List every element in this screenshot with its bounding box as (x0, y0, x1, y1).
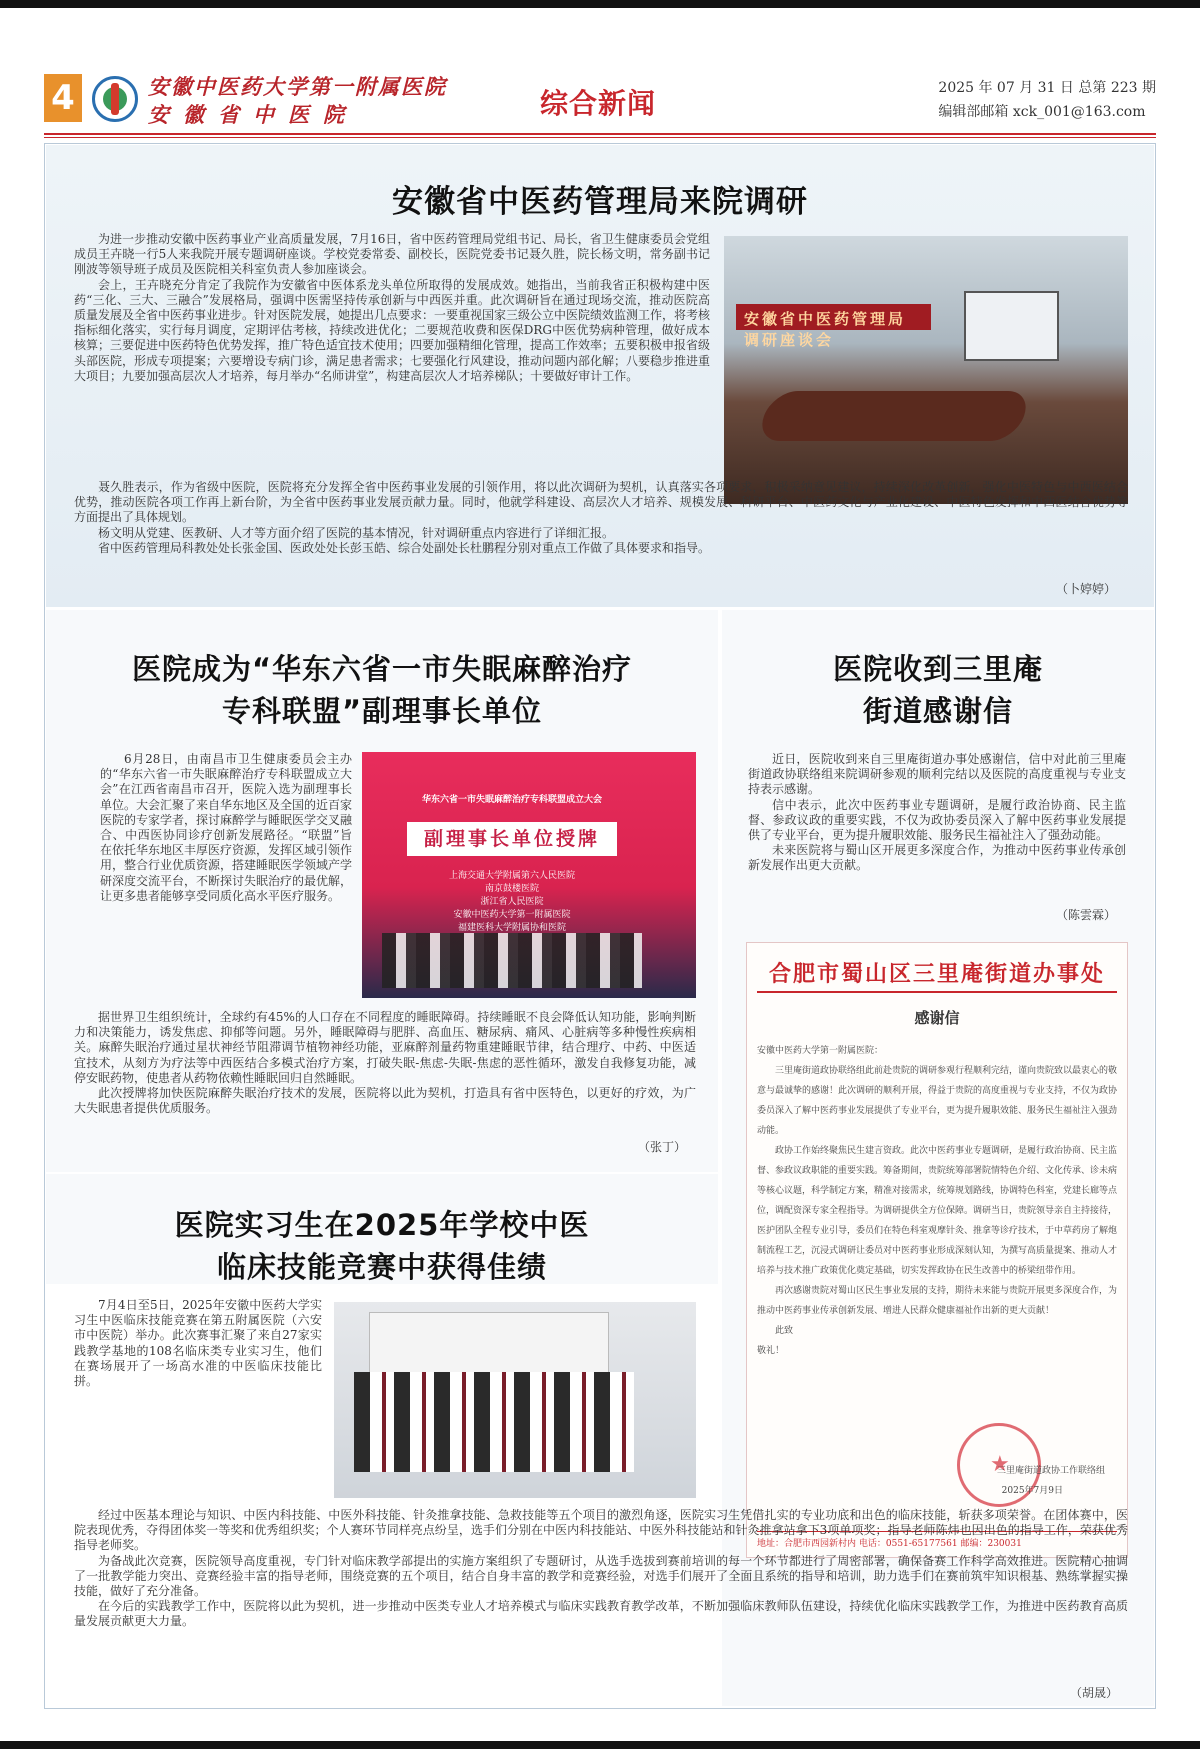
hospital-logo-icon (92, 76, 138, 122)
letter-body (757, 1041, 1117, 1361)
article-2-body (100, 752, 352, 904)
paragraph: 近日，医院收到来自三里庵街道办事处感谢信，信中对此前三里庵街道政协联络组来院调研参观的顺利完结以及医院的高度重视与专业支持表示感谢。 (748, 752, 1126, 797)
header-rule-thin (44, 137, 1156, 138)
award-item: 浙江省人民医院 (480, 897, 544, 907)
letter-paragraph: 政协工作始终聚焦民生建言资政。此次中医药事业专题调研，是履行政治协商、民主监督、参政议政职能的重要实践。筹备期间，贵院统筹部署院情特色介绍、文化传承、诊未病等核心议题，科学制定方案，精准对接需求，统筹规划路线，协调特色科室，党建长廊等点位，调配资深专家全程指导。为调研提供全方位保障。调研当日，贵院领导亲自主持接待，医护团队全程专业引导，委员们在特色科室观摩针灸、推拿等诊疗技术，于中草药房了解炮制流程工艺，沉浸式调研让委员对中医药事业形成深刻认知，为撰写高质量提案、推动人才培养与技术推广政策优化奠定基础，切实发挥政协在民生改善中的桥梁纽带作用。 (757, 1146, 1118, 1276)
letter-closing: 此致 (775, 1326, 794, 1336)
title-line: 医院实习生在2025年学校中医 (174, 1208, 590, 1242)
photo-caption: 华东六省一市失眠麻醉治疗专科联盟成立大会 (421, 795, 602, 805)
paragraph: 为进一步推动安徽中医药事业产业高质量发展，7月16日，省中医药管理局党组书记、局长，省卫生健康委员会党组成员王卉晓一行5人来我院开展专题调研座谈。学校党委常委、副校长，医院党委书记聂久胜，院长杨文明，常务副书记刚波等领导班子成员及医院相关科室负责人参加座谈会。 (74, 232, 710, 277)
masthead (44, 70, 1156, 132)
title-line: 专科联盟”副理事长单位 (221, 694, 543, 728)
letter-org-header: 合肥市蜀山区三里庵街道办事处 (768, 961, 1105, 987)
letter-footer: 地址：合肥市西园新村内 电话：0551-65177561 邮编：230031 (757, 1531, 1117, 1549)
header-rule (44, 133, 1156, 135)
title-line: 医院收到三里庵 (832, 652, 1043, 686)
paragraph: 会上，王卉晓充分肯定了我院作为安徽省中医体系龙头单位所取得的发展成效。她指出，当前我省正积极构建中医药“三化、三大、三融合”发展格局，强调中医需坚持传承创新与中西医并重。此次调研旨在通过现场交流，推动医院高质量发展及全省中医药事业进步。针对医院发展，她提出几点要求：一要重视国家三级公立中医院绩效监测工作，将考核指标细化落实，实行每月调度，定期评估考核，持续改进优化；二要规范收费和医保DRG中医优势病种管理，做好成本核算；三要促进中医药特色优势发挥，推广特色适宜技术使用；四要加强精细化管理，提高工作效率；五要积极申报省级头部医院，形成专项提案；六要增设专病门诊，满足患者需求；七要强化行风建设，推动问题内部化解；八要稳步推进重大项目；九要加强高层次人才培养，每月举办“名师讲堂”，构建高层次人才培养梯队；十要做好审计工作。 (74, 277, 711, 383)
article-4-photo (334, 1302, 696, 1498)
article-3-title (722, 648, 1154, 732)
title-line: 临床技能竞赛中获得佳绩 (216, 1250, 547, 1284)
award-item: 安徽中医药大学第一附属医院 (453, 910, 571, 920)
paragraph: 经过中医基本理论与知识、中医内科技能、中医外科技能、针灸推拿技能、急救技能等五个项目的激烈角逐，医院实习生凭借扎实的专业功底和出色的临床技能，斩获多项荣誉。在团体赛中，医院表现优秀，夺得团体奖一等奖和优秀组织奖；个人赛环节同样亮点纷呈，选手们分别在中医内科技能站、中医外科技能站和针灸推拿站拿下3项单项奖；指导老师陈炜也因出色的指导工作，荣获优秀指导老师奖。 (74, 1508, 1128, 1553)
article-1-title: 安徽省中医药管理局来院调研 (392, 184, 808, 220)
photo-screen (964, 291, 1059, 361)
letter-paragraph: 再次感谢贵院对蜀山区民生事业发展的支持，期待未来能与贵院开展更多深度合作，为推动中医药事业传承创新发展、增进人民群众健康福祉作出新的更大贡献！ (757, 1286, 1118, 1316)
article-2-body-wide (74, 1010, 696, 1116)
page-number: 4 (44, 74, 82, 122)
paragraph: 信中表示，此次中医药事业专题调研，是履行政治协商、民主监督、参政议政的重要实践，不仅为政协委员深入了解中医药事业发展提供了专业平台，更为提升履职效能、服务民生福祉注入了强劲动能。 (748, 797, 1126, 843)
article-1-byline: （卜婷婷） (1056, 582, 1117, 596)
paragraph: 杨文明从党建、医教研、人才等方面介绍了医院的基本情况，针对调研重点内容进行了详细汇报。 (98, 525, 615, 540)
title-line: 街道感谢信 (862, 694, 1013, 728)
top-border (0, 0, 1200, 8)
hospital-name-secondary: 安徽省中医院 (148, 102, 358, 127)
section-title: 综合新闻 (540, 87, 657, 120)
title-line: 医院成为“华东六省一市失眠麻醉治疗 (131, 652, 633, 686)
paragraph: 6月28日，由南昌市卫生健康委员会主办的“华东六省一市失眠麻醉治疗专科联盟成立大会”在江西省南昌市召开，医院入选为副理事长单位。大会汇聚了来自华东地区及全国的近百家医院的专家学者，探讨麻醉学与睡眠医学交叉融合、中西医协同诊疗创新发展路径。“联盟”旨在依托华东地区丰厚医疗资源，发挥区域引领作用，整合行业优质资源，搭建睡眠医学领域产学研深度交流平台，不断探讨失眠治疗的最优解，让更多患者能够享受同质化高水平医疗服务。 (100, 752, 353, 903)
article-4-byline: （胡晟） (1070, 1686, 1119, 1700)
article-2-title (56, 648, 708, 732)
award-item: 南京鼓楼医院 (484, 884, 539, 894)
issue-info (938, 76, 1156, 124)
paragraph: 聂久胜表示，作为省级中医院，医院将充分发挥全省中医药事业发展的引领作用，将以此次调研为契机，认真落实各项要求，积极采纳意见建议，持续深化改革创新，强化中医特色与中西医结合优势，推动医院各项工作再上新台阶，为全省中医药事业发展贡献力量。同时，他就学科建设、高层次人才培养、规模发展、科研平台、中医药文化与产业化建设、中医特色发挥和中西医结合优势等方面提出了具体规划。 (74, 480, 1128, 525)
paragraph: 据世界卫生组织统计，全球约有45%的人口存在不同程度的睡眠障碍。持续睡眠不良会降低认知功能，影响判断力和决策能力，诱发焦虑、抑郁等问题。另外，睡眠障碍与肥胖、高血压、糖尿病、痛风、心脏病等多种慢性疾病相关。麻醉失眠治疗通过星状神经节阻滞调节植物神经功能，亚麻醉剂量药物重建睡眠节律，结合理疗、中药、中医适宜技术，从刻方为疗法等中西医结合多模式治疗方案，打破失眠-焦虑-失眠-焦虑的恶性循环，激发自我修复功能，减停安眠药物，使患者从药物依赖性睡眠回归自然睡眠。 (74, 1010, 696, 1085)
paragraph: 为备战此次竞赛，医院领导高度重视，专门针对临床教学部提出的实施方案组织了专题研讨，从选手选拔到赛前培训的每一个环节都进行了周密部署，确保备赛工作科学高效推进。医院精心抽调了一批教学能力突出、竞赛经验丰富的指导老师，围绕竞赛的五个项目，结合自身丰富的教学和竞赛经验，对选手们展开了全面且系统的指导和培训，助力选手们在赛前筑牢知识根基、熟练掌握实操技能，做好了充分准备。 (74, 1553, 1128, 1599)
award-item: 福建医科大学附属协和医院 (457, 923, 566, 933)
letter-closing: 敬礼！ (757, 1346, 785, 1356)
photo-people (354, 1372, 634, 1472)
letter-date: 2025年7月9日 (1001, 1486, 1063, 1496)
photo-table (755, 391, 1033, 441)
paragraph: 在今后的实践教学工作中，医院将以此为契机，进一步推动中医类专业人才培养模式与临床实践教育教学改革，不断加强临床教师队伍建设，持续优化临床实践教学工作，为推进中医药教育高质量发展贡献更大力量。 (74, 1599, 1128, 1629)
thank-you-letter (746, 942, 1128, 1558)
letter-title: 感谢信 (914, 1009, 960, 1027)
article-4-title (56, 1204, 708, 1288)
article-4-body-wide (74, 1508, 1128, 1630)
bottom-border (0, 1741, 1200, 1749)
award-sign: 副理事长单位授牌 (407, 822, 617, 856)
article-1-body (74, 232, 710, 384)
paragraph: 此次授牌将加快医院麻醉失眠治疗技术的发展，医院将以此为契机，打造具有省中医特色，以更好的疗效，为广大失眠患者提供优质服务。 (74, 1086, 696, 1116)
paragraph: 7月4日至5日，2025年安徽中医药大学实习生中医临床技能竞赛在第五附属医院（六安市中医院）举办。此次赛事汇聚了来自27家实践教学基地的108名临床类专业实习生，他们在赛场展开了一场高水准的中医临床技能比拼。 (74, 1298, 322, 1389)
letter-rule (757, 991, 1117, 993)
article-2-byline: （张丁） (638, 1140, 687, 1154)
article-1-photo (724, 236, 1128, 504)
photo-banner: 安徽省中医药管理局调研座谈会 (736, 304, 931, 330)
paragraph: 省中医药管理局科教处处长张金国、医政处处长彭玉皓、综合处副处长杜鹏程分别对重点工作做了具体要求和指导。 (98, 540, 711, 555)
article-3-byline: （陈雲霖） (1056, 908, 1117, 922)
article-2-photo (362, 752, 696, 998)
paragraph: 未来医院将与蜀山区开展更多深度合作，为推动中医药事业传承创新发展作出更大贡献。 (748, 843, 1126, 873)
photo-people (382, 933, 642, 988)
article-4-body (74, 1298, 322, 1389)
letter-paragraph: 三里庵街道政协联络组此前赴贵院的调研参观行程顺利完结，谨向贵院致以最衷心的敬意与最诚挚的感谢！此次调研的顺利开展，得益于贵院的高度重视与专业支持，不仅为政协委员深入了解中医药事业发展提供了专业平台，更为提升履职效能、服务民生福祉注入强劲动能。 (757, 1066, 1118, 1136)
editor-email: 编辑部邮箱 xck_001@163.com (938, 104, 1146, 120)
article-3-body (748, 752, 1126, 874)
issue-date: 2025 年 07 月 31 日 总第 223 期 (938, 80, 1156, 96)
award-list (417, 870, 607, 935)
hospital-name: 安徽中医药大学第一附属医院 (148, 74, 447, 99)
letter-signature: 三里庵街道政协工作联络组 (996, 1466, 1105, 1476)
article-1-body-wide (74, 480, 1128, 556)
letter-salutation: 安徽中医药大学第一附属医院： (757, 1046, 884, 1056)
award-item: 上海交通大学附属第六人民医院 (448, 871, 575, 881)
